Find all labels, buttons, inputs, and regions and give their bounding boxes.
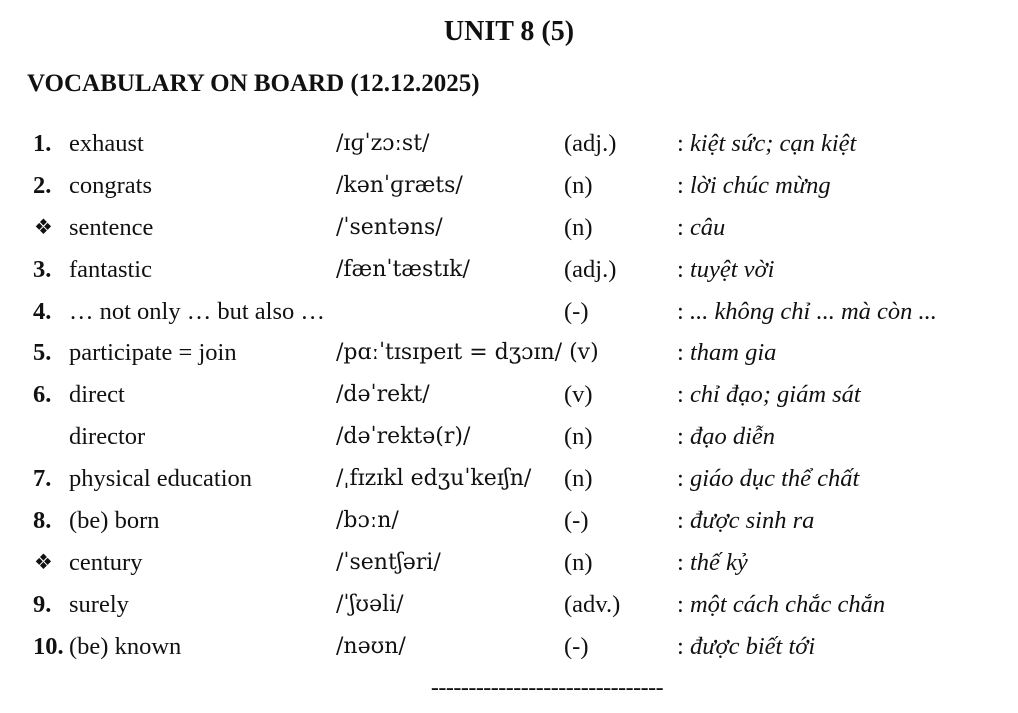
item-meaning-text: chỉ đạo; giám sát: [689, 381, 861, 409]
item-pronunciation: /dəˈrektə(r)/: [336, 424, 471, 450]
item-part-of-speech: (n): [564, 171, 593, 199]
vocab-item: [0, 332, 1018, 374]
vocab-item: [0, 500, 1018, 542]
vocab-item: [0, 291, 1018, 333]
item-part-of-speech: (n): [564, 213, 593, 241]
item-number: 5.: [33, 339, 52, 367]
item-pronunciation: /kənˈɡræts/: [336, 172, 463, 198]
item-meaning: [677, 584, 885, 626]
item-colon: :: [677, 171, 684, 199]
item-part-of-speech: (n): [564, 465, 593, 493]
vocab-item: [0, 458, 1018, 500]
item-word: (be) born: [69, 507, 160, 535]
item-part-of-speech: (adj.): [564, 255, 617, 283]
divider-line: -------------------------------: [430, 675, 664, 701]
item-colon: :: [677, 548, 684, 576]
bullet-icon: ❖: [34, 214, 53, 239]
item-colon: :: [677, 381, 684, 409]
item-word: congrats: [69, 171, 152, 199]
item-colon: :: [677, 465, 684, 493]
item-meaning: [677, 416, 775, 458]
item-word: direct: [69, 381, 125, 409]
item-word: fantastic: [69, 255, 152, 283]
item-meaning-text: câu: [689, 213, 726, 241]
item-colon: :: [677, 339, 684, 367]
item-number: 9.: [33, 590, 52, 618]
item-colon: :: [677, 590, 684, 618]
item-meaning: [677, 165, 831, 207]
item-part-of-speech: (adj.): [564, 130, 617, 157]
vocab-item: [0, 542, 1018, 584]
item-meaning: [677, 542, 748, 584]
item-meaning: [677, 332, 776, 374]
item-meaning: [677, 123, 856, 165]
item-pronunciation: /dəˈrekt/: [336, 382, 430, 408]
item-word: century: [69, 548, 143, 576]
item-meaning-text: lời chúc mừng: [689, 171, 831, 199]
item-word: physical education: [69, 465, 253, 493]
item-colon: :: [677, 255, 684, 283]
item-number: 8.: [33, 507, 52, 535]
item-part-of-speech: (n): [564, 548, 593, 576]
vocabulary-list: [0, 123, 1018, 668]
item-meaning: [677, 249, 774, 291]
item-meaning-text: thế kỷ: [689, 548, 748, 576]
bullet-icon: ❖: [34, 549, 53, 574]
vocab-item: [0, 123, 1018, 165]
item-part-of-speech: (n): [564, 423, 593, 451]
item-number: 7.: [33, 465, 52, 493]
item-word: participate = join: [69, 339, 237, 367]
item-meaning-text: một cách chắc chắn: [689, 590, 886, 618]
item-pronunciation: /ˈsentəns/: [336, 214, 443, 240]
item-word: … not only … but also …: [69, 297, 325, 325]
item-number: 2.: [33, 171, 52, 199]
item-word: (be) known: [69, 632, 182, 660]
item-word: surely: [69, 590, 129, 618]
vocab-item: [0, 249, 1018, 291]
item-colon: :: [677, 297, 684, 325]
vocab-item: [0, 416, 1018, 458]
item-number: 4.: [33, 297, 52, 325]
item-number: 1.: [33, 130, 52, 157]
item-meaning: [677, 374, 861, 416]
item-part-of-speech: (-): [564, 632, 589, 660]
item-pronunciation: /fænˈtæstɪk/: [336, 256, 470, 282]
item-colon: :: [677, 213, 684, 241]
item-colon: :: [677, 423, 684, 451]
item-meaning: [677, 458, 859, 500]
item-word: sentence: [69, 213, 154, 241]
vocab-item: [0, 165, 1018, 207]
section-heading: VOCABULARY ON BOARD (12.12.2025): [27, 70, 480, 97]
vocab-item: [0, 374, 1018, 416]
item-meaning-text: tham gia: [689, 339, 777, 367]
item-meaning-text: đạo diễn: [689, 423, 775, 451]
item-pronunciation: /nəʊn/: [336, 633, 406, 659]
item-colon: :: [677, 632, 684, 660]
vocab-item: [0, 207, 1018, 249]
item-number: 6.: [33, 381, 52, 409]
vocab-item: [0, 626, 1018, 668]
item-meaning-text: kiệt sức; cạn kiệt: [689, 130, 857, 157]
item-pronunciation: /ˈʃʊəli/: [336, 591, 404, 617]
item-meaning-text: tuyệt vời: [689, 255, 775, 283]
item-part-of-speech: (v): [564, 381, 593, 409]
item-word: exhaust: [69, 130, 144, 157]
vocab-item: [0, 584, 1018, 626]
item-part-of-speech: (-): [564, 297, 589, 325]
item-meaning: [677, 500, 814, 542]
item-pronunciation: /bɔːn/: [336, 508, 399, 534]
item-part-of-speech: (adv.): [564, 590, 621, 618]
item-meaning: [677, 626, 815, 668]
item-pronunciation: /pɑːˈtɪsɪpeɪt = dʒɔɪn/ (v): [336, 340, 599, 366]
item-meaning: [677, 207, 725, 249]
item-colon: :: [677, 130, 684, 157]
item-meaning-text: được biết tới: [689, 632, 816, 660]
item-pronunciation: /ˌfɪzɪkl edʒuˈkeɪʃn/: [336, 466, 532, 492]
item-pronunciation: /ɪɡˈzɔːst/: [336, 131, 430, 156]
item-meaning-text: giáo dục thể chất: [689, 465, 860, 493]
item-number: 3.: [33, 255, 52, 283]
item-part-of-speech: (-): [564, 507, 589, 535]
item-number: 10.: [33, 632, 64, 660]
item-meaning-text: ... không chỉ ... mà còn ...: [689, 297, 937, 325]
item-meaning: [677, 291, 937, 333]
item-colon: :: [677, 507, 684, 535]
item-pronunciation: /ˈsentʃəri/: [336, 549, 441, 575]
page-title: UNIT 8 (5): [443, 16, 575, 47]
item-meaning-text: được sinh ra: [689, 507, 815, 535]
item-word: director: [69, 423, 146, 451]
